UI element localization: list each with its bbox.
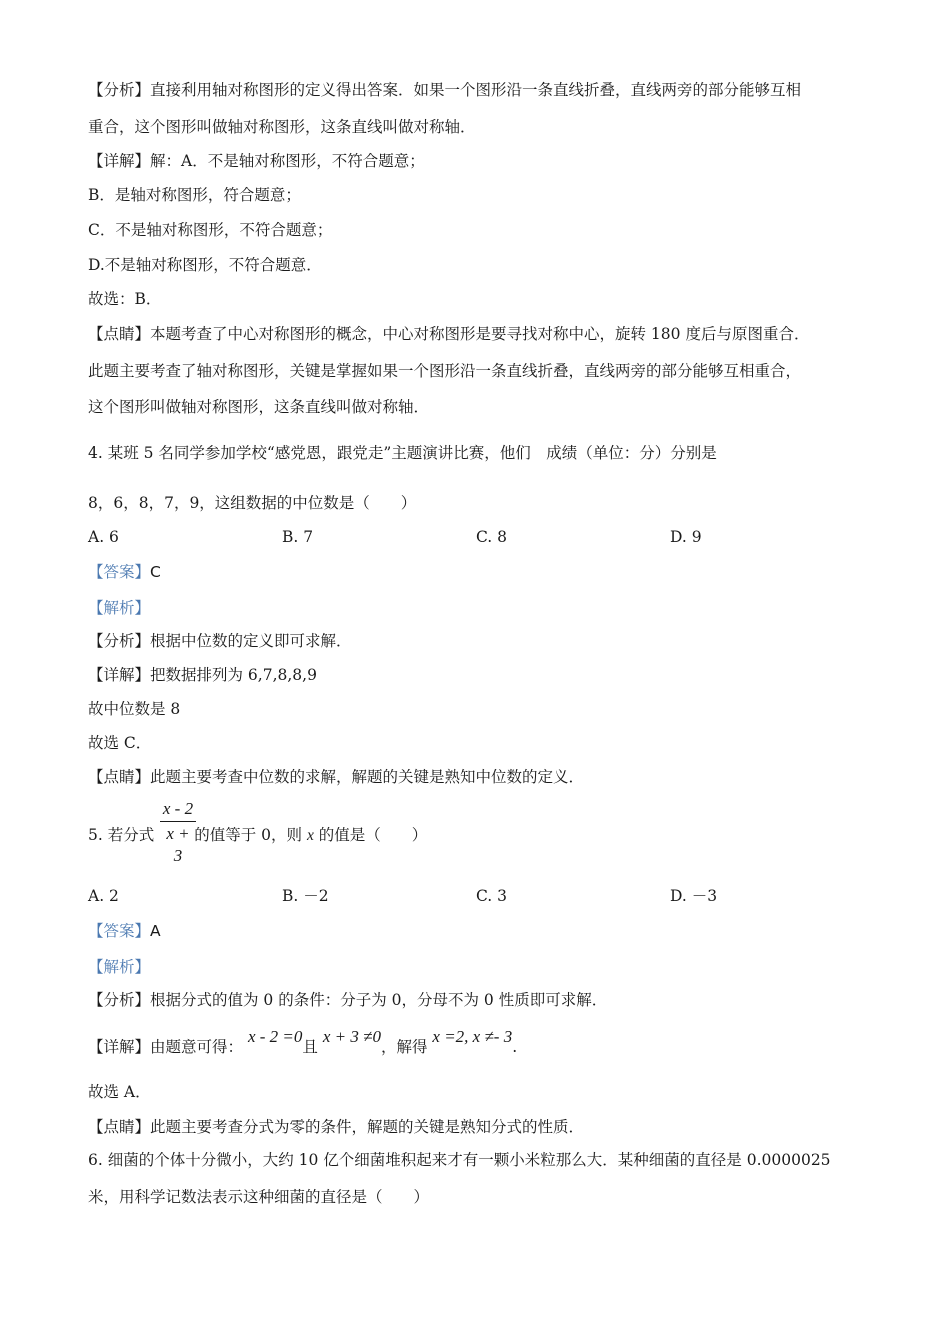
q6-stem: 6. 细菌的个体十分微小，大约 10 亿个细菌堆积起来才有一颗小米粒那么大．某种细菌的直径是 0.0000025	[88, 1151, 831, 1169]
detail-line: B．是轴对称图形，符合题意；	[88, 186, 301, 204]
comment-line: 此题主要考查了轴对称图形，关键是掌握如果一个图形沿一条直线折叠，直线两旁的部分能够互相重合，	[88, 362, 802, 380]
answer-value: C	[150, 563, 161, 581]
equation-2: x + 3 ≠0	[322, 1027, 381, 1046]
detail-line: D.不是轴对称图形，不符合题意．	[88, 256, 322, 274]
analysis-line: 重合，这个图形叫做轴对称图形，这条直线叫做对称轴．	[88, 118, 476, 136]
q4-answer	[88, 561, 161, 583]
xiangjie-prefix: 【详解】由题意可得：	[88, 1038, 244, 1056]
answer-tag: 【答案】	[88, 922, 151, 940]
q4-median: 故中位数是 8	[88, 700, 181, 718]
fraction-bar	[160, 821, 196, 822]
analysis-line: 【分析】直接利用轴对称图形的定义得出答案．如果一个图形沿一条直线折叠，直线两旁的部分能够互相	[88, 81, 802, 99]
q4-option-a: A. 6	[88, 528, 119, 546]
fraction-numerator: x - 2	[162, 799, 194, 818]
q5-choose: 故选 A．	[88, 1083, 151, 1101]
q4-dianjing: 【点睛】此题主要考查中位数的求解，解题的关键是熟知中位数的定义．	[88, 768, 585, 786]
q5-answer	[88, 920, 161, 942]
q5-var: x	[306, 827, 314, 844]
q5-suffix-a: 的值等于 0，则	[194, 826, 307, 844]
q5-option-d: D. －3	[670, 887, 718, 905]
q4-xiangjie: 【详解】把数据排列为 6,7,8,8,9	[88, 666, 317, 684]
q4-fenxi: 【分析】根据中位数的定义即可求解．	[88, 632, 352, 650]
q4-option-c: C. 8	[476, 528, 508, 546]
answer-tag: 【答案】	[88, 563, 151, 581]
fraction-denominator: x + 3	[166, 824, 190, 865]
equation-1: x - 2 =0	[247, 1027, 303, 1046]
q5-option-b: B. －2	[282, 887, 329, 905]
period: .	[512, 1038, 518, 1056]
choose-line: 故选：B．	[88, 290, 162, 308]
answer-value: A	[150, 922, 161, 940]
jiede-text: ，解得	[380, 1038, 428, 1056]
q4-option-b: B. 7	[282, 528, 314, 546]
q5-suffix-b: 的值是（ ）	[313, 826, 428, 844]
equation-3: x =2, x ≠- 3	[432, 1027, 513, 1046]
q4-choose: 故选 C．	[88, 734, 152, 752]
q5-stem	[88, 824, 427, 847]
detail-line: C．不是轴对称图形，不符合题意；	[88, 221, 333, 239]
qie-text: 且	[302, 1038, 318, 1056]
q4-stem: 4. 某班 5 名同学参加学校“感党恩，跟党走”主题演讲比赛，他们 成绩（单位：分）分别是	[88, 444, 717, 462]
q4-stem: 8，6，8，7，9，这组数据的中位数是（ ）	[88, 494, 417, 512]
q6-stem: 米，用科学记数法表示这种细菌的直径是（ ）	[88, 1188, 430, 1206]
q4-option-d: D. 9	[670, 528, 702, 546]
q5-dianjing: 【点睛】此题主要考查分式为零的条件，解题的关键是熟知分式的性质．	[88, 1118, 585, 1136]
detail-line: 【详解】解：A．不是轴对称图形，不符合题意；	[88, 152, 425, 170]
comment-line: 这个图形叫做轴对称图形，这条直线叫做对称轴．	[88, 398, 430, 416]
q5-xiangjie	[88, 1027, 518, 1058]
q5-option-a: A. 2	[88, 887, 119, 905]
q5-fenxi: 【分析】根据分式的值为 0 的条件：分子为 0，分母不为 0 性质即可求解．	[88, 991, 608, 1009]
q5-prefix: 5. 若分式	[88, 826, 155, 844]
comment-line: 【点睛】本题考查了中心对称图形的概念，中心对称图形是要寻找对称中心，旋转 180 度后与原图重合．	[88, 325, 810, 343]
q4-analysis-tag: 【解析】	[88, 599, 151, 617]
q5-option-c: C. 3	[476, 887, 508, 905]
q5-analysis-tag: 【解析】	[88, 958, 151, 976]
